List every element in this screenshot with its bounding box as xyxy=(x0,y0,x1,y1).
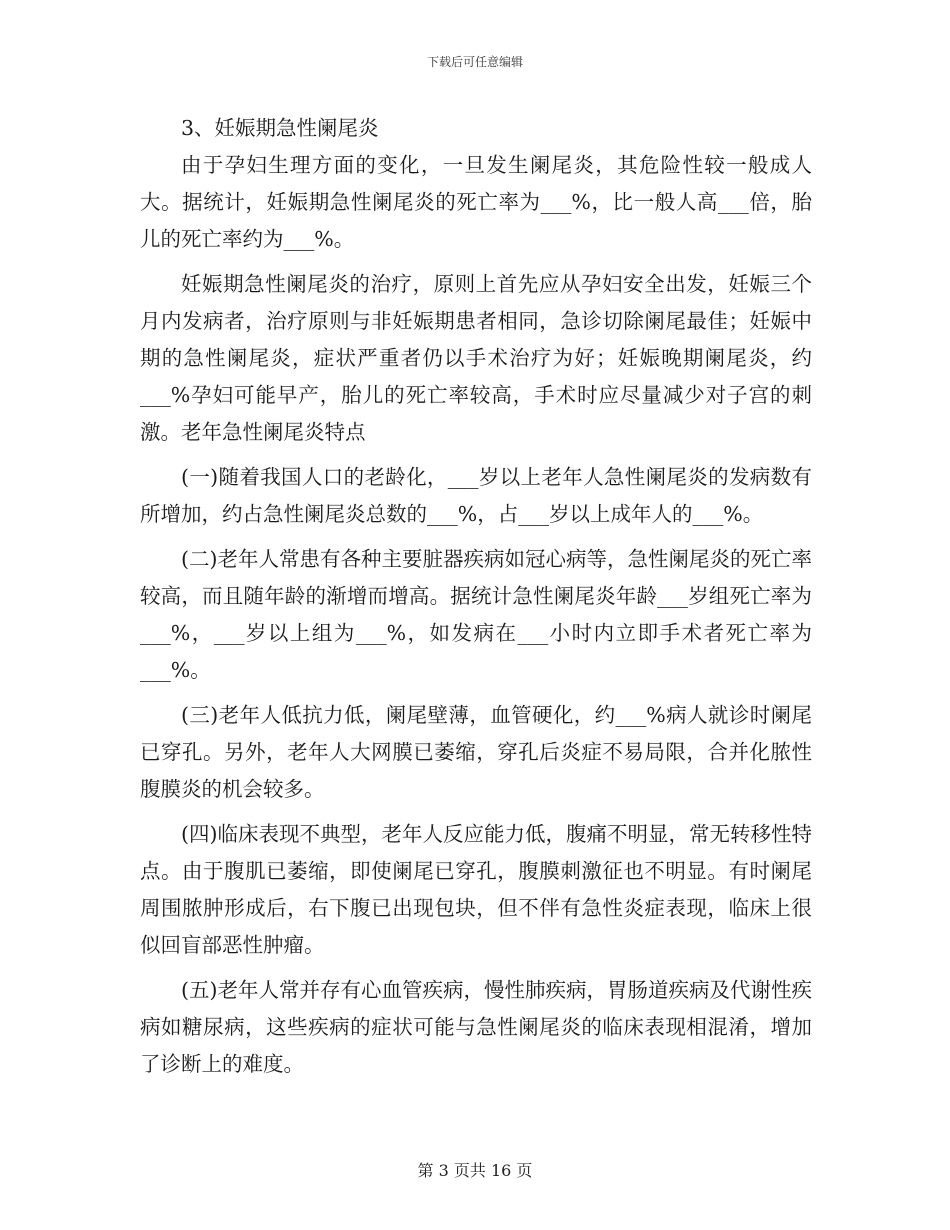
paragraph-elderly-1: (一)随着我国人口的老龄化，___岁以上老年人急性阑尾炎的发病数有所增加，约占急性阑尾炎总数的___%，占___岁以上成年人的___%。 xyxy=(140,465,812,526)
paragraph-elderly-4: (四)临床表现不典型，老年人反应能力低，腹痛不明显，常无转移性特点。由于腹肌已萎缩，即使阑尾已穿孔，腹膜刺激征也不明显。有时阑尾周围脓肿形成后，右下腹已出现包块，但不伴有急性炎症表现，临床上很似回盲部恶性肿瘤。 xyxy=(140,822,812,957)
paragraph-elderly-5: (五)老年人常并存有心血管疾病，慢性肺疾病，胃肠道疾病及代谢性疾病如糖尿病，这些疾病的症状可能与急性阑尾炎的临床表现相混淆，增加了诊断上的难度。 xyxy=(140,978,812,1076)
section-title: 3、妊娠期急性阑尾炎 xyxy=(181,116,379,140)
document-body xyxy=(140,110,812,1091)
page-header: 下载后可任意编辑 xyxy=(426,55,523,69)
paragraph-pregnancy-risk: 由于孕妇生理方面的变化，一旦发生阑尾炎，其危险性较一般成人大。据统计，妊娠期急性阑尾炎的死亡率为___%，比一般人高___倍，胎儿的死亡率约为___%。 xyxy=(140,153,812,251)
paragraph-pregnancy-treatment: 妊娠期急性阑尾炎的治疗，原则上首先应从孕妇安全出发，妊娠三个月内发病者，治疗原则与非妊娠期患者相同，急诊切除阑尾最佳；妊娠中期的急性阑尾炎，症状严重者仍以手术治疗为好；妊娠晚期阑尾炎，约___%孕妇可能早产，胎儿的死亡率较高，手术时应尽量减少对子宫的刺激。老年急性阑尾炎特点 xyxy=(140,272,812,444)
paragraph-elderly-2: (二)老年人常患有各种主要脏器疾病如冠心病等，急性阑尾炎的死亡率较高，而且随年龄的渐增而增高。据统计急性阑尾炎年龄___岁组死亡率为___%，___岁以上组为___%，如发病在___小时内立即手术者死亡率为___%。 xyxy=(140,547,812,682)
page-number: 第 3 页共 16 页 xyxy=(417,1161,533,1180)
paragraph-elderly-3: (三)老年人低抗力低，阑尾壁薄，血管硬化，约___%病人就诊时阑尾已穿孔。另外，老年人大网膜已萎缩，穿孔后炎症不易局限，合并化脓性腹膜炎的机会较多。 xyxy=(140,703,812,801)
